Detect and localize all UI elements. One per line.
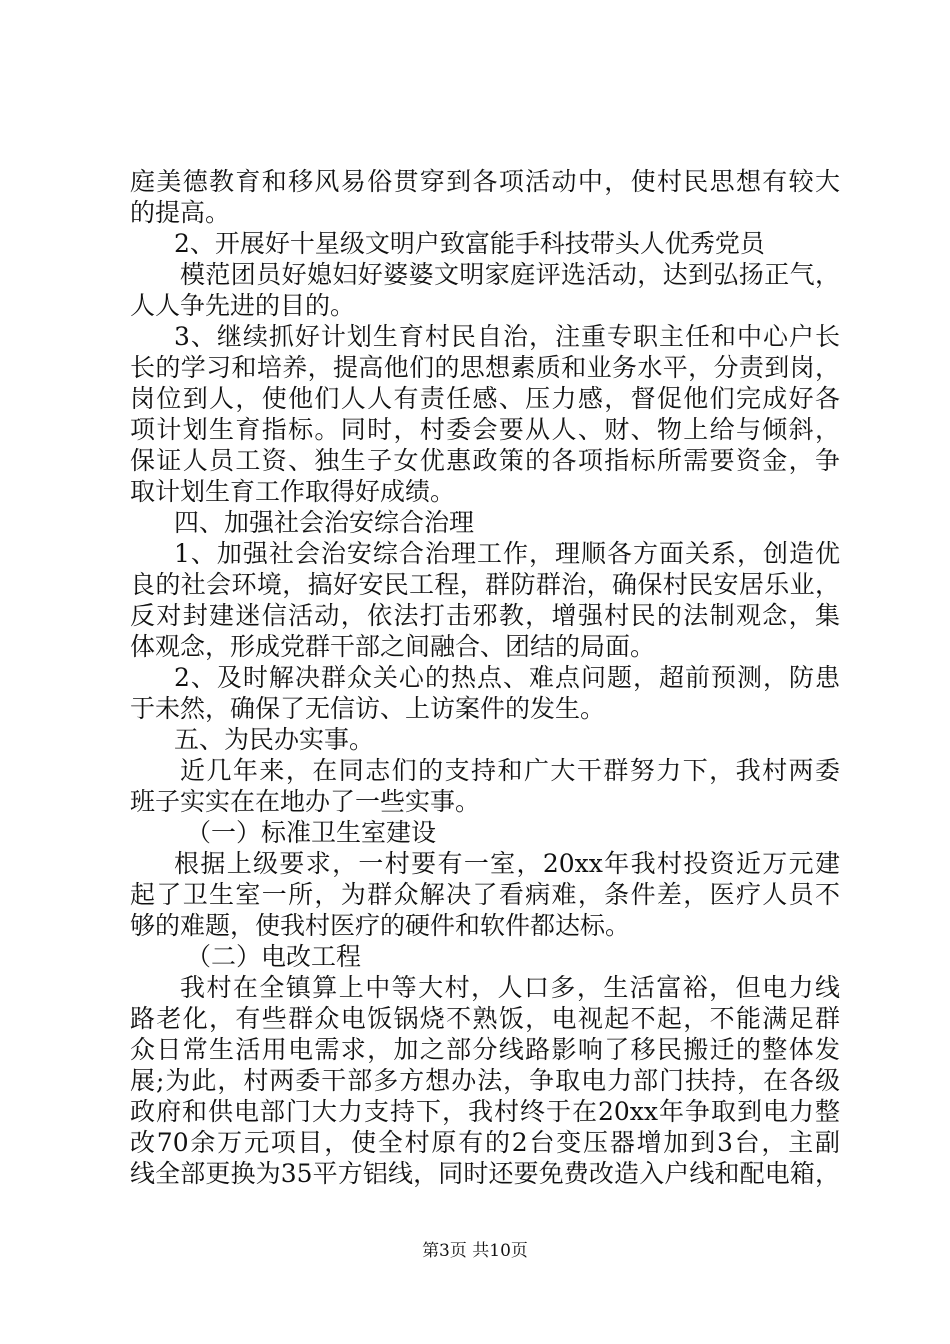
text-line: 1、加强社会治安综合治理工作，理顺各方面关系，创造优 [174, 539, 840, 568]
text-line: 我村在全镇算上中等大村，人口多，生活富裕，但电力线 [180, 973, 840, 1002]
text-line: 众日常生活用电需求，加之部分线路影响了移民搬迁的整体发 [130, 1035, 840, 1064]
text-line: 改70余万元项目，使全村原有的2台变压器增加到3台，主副 [130, 1128, 840, 1157]
text-line: 展;为此，村两委干部多方想办法，争取电力部门扶持，在各级 [130, 1066, 840, 1095]
text-line: 起了卫生室一所，为群众解决了看病难，条件差，医疗人员不 [130, 880, 840, 909]
page-footer: 第3页 共10页 [422, 1241, 528, 1261]
text-line: 够的难题，使我村医疗的硬件和软件都达标。 [130, 911, 631, 940]
text-line: 近几年来，在同志们的支持和广大干群努力下，我村两委 [180, 756, 840, 785]
text-line: 保证人员工资、独生子女优惠政策的各项指标所需要资金，争 [130, 446, 840, 475]
text-line: 取计划生育工作取得好成绩。 [130, 477, 456, 506]
document-body [130, 166, 840, 1189]
text-line: 长的学习和培养，提高他们的思想素质和业务水平，分责到岗， [130, 353, 840, 382]
text-line: （二）电改工程 [186, 942, 362, 971]
text-line: 线全部更换为35平方铝线，同时还要免费改造入户线和配电箱， [130, 1159, 840, 1188]
text-line: 的提高。 [130, 198, 231, 227]
text-line: 良的社会环境，搞好安民工程，群防群治，确保村民安居乐业， [130, 570, 840, 599]
text-line: 根据上级要求，一村要有一室，20xx年我村投资近万元建 [174, 849, 840, 878]
text-line: 项计划生育指标。同时，村委会要从人、财、物上给与倾斜， [130, 415, 840, 444]
text-line: 班子实实在在地办了一些实事。 [130, 787, 481, 816]
text-line: 五、为民办实事。 [174, 725, 375, 754]
text-line: 四、加强社会治安综合治理 [174, 508, 475, 537]
text-line: 体观念，形成党群干部之间融合、团结的局面。 [130, 632, 656, 661]
text-line: 岗位到人，使他们人人有责任感、压力感，督促他们完成好各 [130, 384, 840, 413]
text-line: （一）标准卫生室建设 [186, 818, 437, 847]
text-line: 反对封建迷信活动，依法打击邪教，增强村民的法制观念，集 [130, 601, 840, 630]
text-line: 模范团员好媳妇好婆婆文明家庭评选活动，达到弘扬正气， [180, 260, 840, 289]
text-line: 于未然，确保了无信访、上访案件的发生。 [130, 694, 606, 723]
text-line: 庭美德教育和移风易俗贯穿到各项活动中，使村民思想有较大 [130, 167, 840, 196]
text-line: 2、及时解决群众关心的热点、难点问题，超前预测，防患 [174, 663, 840, 692]
text-line: 2、开展好十星级文明户致富能手科技带头人优秀党员 [174, 229, 765, 258]
text-line: 路老化，有些群众电饭锅烧不熟饭，电视起不起，不能满足群 [130, 1004, 840, 1033]
text-line: 人人争先进的目的。 [130, 291, 356, 320]
text-line: 3、继续抓好计划生育村民自治，注重专职主任和中心户长 [174, 322, 840, 351]
text-line: 政府和供电部门大力支持下，我村终于在20xx年争取到电力整 [130, 1097, 840, 1126]
